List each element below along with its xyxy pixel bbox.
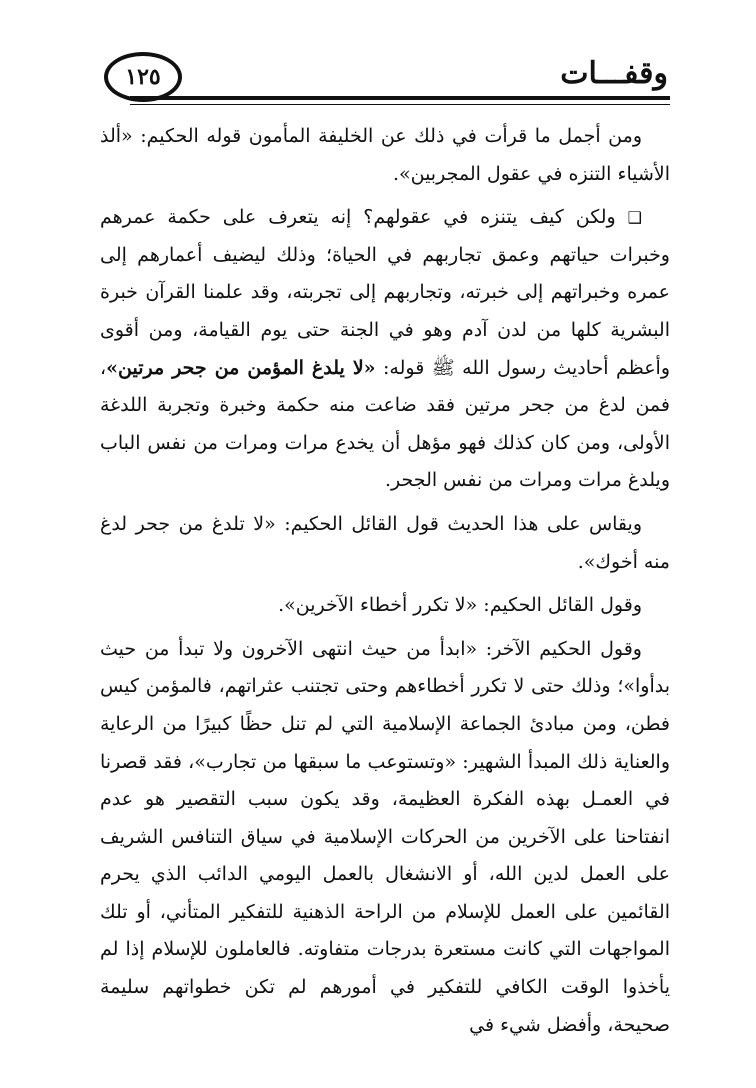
paragraph-3: ويقاس على هذا الحديث قول القائل الحكيم: «لا تلدغ من جحر لدغ منه أخوك». — [100, 512, 670, 573]
body-text — [100, 118, 670, 1050]
header-rule-thick — [130, 96, 670, 100]
paragraph-1: ومن أجمل ما قرأت في ذلك عن الخليفة المأمون قوله الحكيم: «ألذ الأشياء التنزه في عقول المجربين». — [100, 125, 670, 185]
hadith-quote: «لا يلدغ المؤمن من جحر مرتين» — [106, 356, 376, 379]
paragraph-4: وقول القائل الحكيم: «لا تكرر أخطاء الآخرين». — [278, 594, 642, 617]
checkbox-bullet-icon: ❑ — [627, 208, 642, 228]
paragraph-2-text-b: ، فمن لدغ من جحر مرتين فقد ضاعت منه حكمة وخبرة وتجربة اللدغة الأولى، ومن كان كذلك فهو مؤهل أن يخدع مرات ومرات من نفس الباب ويلدغ مرات ومرات من نفس الجحر. — [100, 356, 670, 492]
page-number: ١٢٥ — [104, 52, 182, 102]
header-rule-thin — [130, 104, 670, 105]
page-header — [0, 0, 756, 120]
running-title: وقفـــات — [560, 56, 668, 91]
paragraph-5: وقول الحكيم الآخر: «ابدأ من حيث انتهى الآخرون ولا تبدأ من حيث بدأوا»؛ وذلك حتى لا تكرر أخطاءهم وحتى تجتنب عثراتهم، فالمؤمن كيس فطن، ومن مبادئ الجماعة الإسلامية التي لم تنل حظًا كبيرًا من الرعاية والعناية ذلك المبدأ الشهير: «وتستوعب ما سبقها من تجارب»، فقد قصرنا في العمـل بهذه الفكرة العظيمة، وقد يكون سبب التقصير هو عدم انفتاحنا على الآخرين من الحركات الإسلامية في سياق التنافس الشريف على العمل لدين الله، أو الانشغال بالعمل اليومي الدائب الذي يحرم القائمين على العمل للإسلام من الراحة الذهنية للتفكير المتأني، أو تلك المواجهات التي كانت مستعرة بدرجات متفاوته. فالعاملون للإسلام إذا لم يأخذوا الوقت الكافي للتفكير في أمورهم لم تكن خطواتهم سليمة صحيحة، وأفضل شيء في — [100, 637, 670, 1036]
paragraph-2-text-a: ولكن كيف يتنزه في عقولهم؟ إنه يتعرف على حكمة عمرهم وخبرات حياتهم وعمق تجاربهم في الحياة؛ وذلك ليضيف أعمارهم إلى عمره وخبراتهم إلى خبرته، وتجاربهم إلى تجربته، وقد علمنا القرآن خبرة البشرية كلها من لدن آدم وهو في الجنة حتى يوم القيامة، ومن أقوى وأعظم أحاديث رسول الله ﷺ قوله: — [100, 206, 670, 379]
paragraph-2 — [100, 199, 670, 500]
